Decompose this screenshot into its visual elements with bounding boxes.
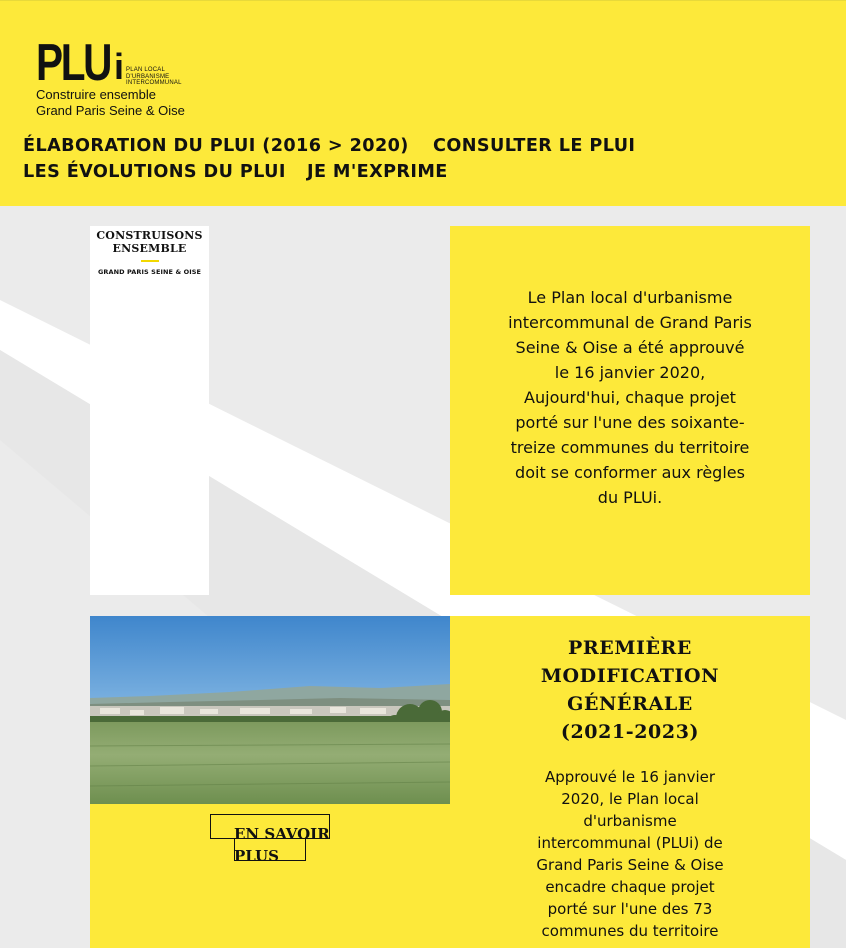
construisons-logo [90, 226, 209, 276]
nav-elaboration[interactable]: ÉLABORATION DU PLUI (2016 > 2020) [23, 134, 409, 156]
logo-tagline: Construire ensemble [36, 87, 156, 102]
construisons-line1: CONSTRUISONS [96, 229, 203, 242]
intro-box [450, 226, 810, 595]
button-frame [210, 814, 234, 839]
logo-plu-text: PLU [36, 34, 111, 92]
logo-territory: Grand Paris Seine & Oise [36, 103, 185, 118]
learn-more-area [90, 804, 450, 948]
logo-small-line: D'URBANISME [126, 73, 170, 80]
learn-more-label: EN SAVOIR PLUS [234, 825, 330, 865]
landscape-photo [90, 616, 450, 804]
plui-logo[interactable] [36, 34, 216, 121]
construisons-line2: ENSEMBLE [112, 242, 187, 255]
modification-box [450, 616, 810, 948]
nav-exprime[interactable]: JE M'EXPRIME [307, 160, 448, 182]
logo-small-line: PLAN LOCAL [126, 67, 166, 73]
logo-small-text [126, 67, 206, 87]
logo-small-line: INTERCOMMUNAL [126, 80, 182, 86]
construisons-divider [141, 260, 159, 262]
nav-row [23, 132, 663, 158]
landscape-image [90, 616, 450, 804]
construisons-sub: GRAND PARIS SEINE & OISE [97, 268, 202, 276]
modification-text: Approuvé le 16 janvier 2020, le Plan local d'urbanisme intercommunal (PLUi) de Grand Paris Seine & Oise encadre chaque projet porté sur l'une des 73 communes du territoire [536, 768, 724, 940]
main-nav [23, 132, 663, 184]
site-header [0, 0, 846, 206]
nav-consulter[interactable]: CONSULTER LE PLUI [432, 134, 635, 156]
nav-row [23, 158, 663, 184]
learn-more-button[interactable] [210, 814, 330, 865]
logo-i-text: i [114, 46, 125, 87]
construisons-panel [90, 226, 209, 595]
modification-title: PREMIÈRE MODIFICATION GÉNÉRALE (2021-2023) [540, 637, 720, 743]
intro-text: Le Plan local d'urbanisme intercommunal de Grand Paris Seine & Oise a été approuvé le 16 janvier 2020, Aujourd'hui, chaque projet porté sur l'une des soixante-treize communes du territoire doit se conformer aux règles du PLUi. [508, 288, 752, 507]
nav-evolutions[interactable]: LES ÉVOLUTIONS DU PLUI [23, 160, 286, 182]
